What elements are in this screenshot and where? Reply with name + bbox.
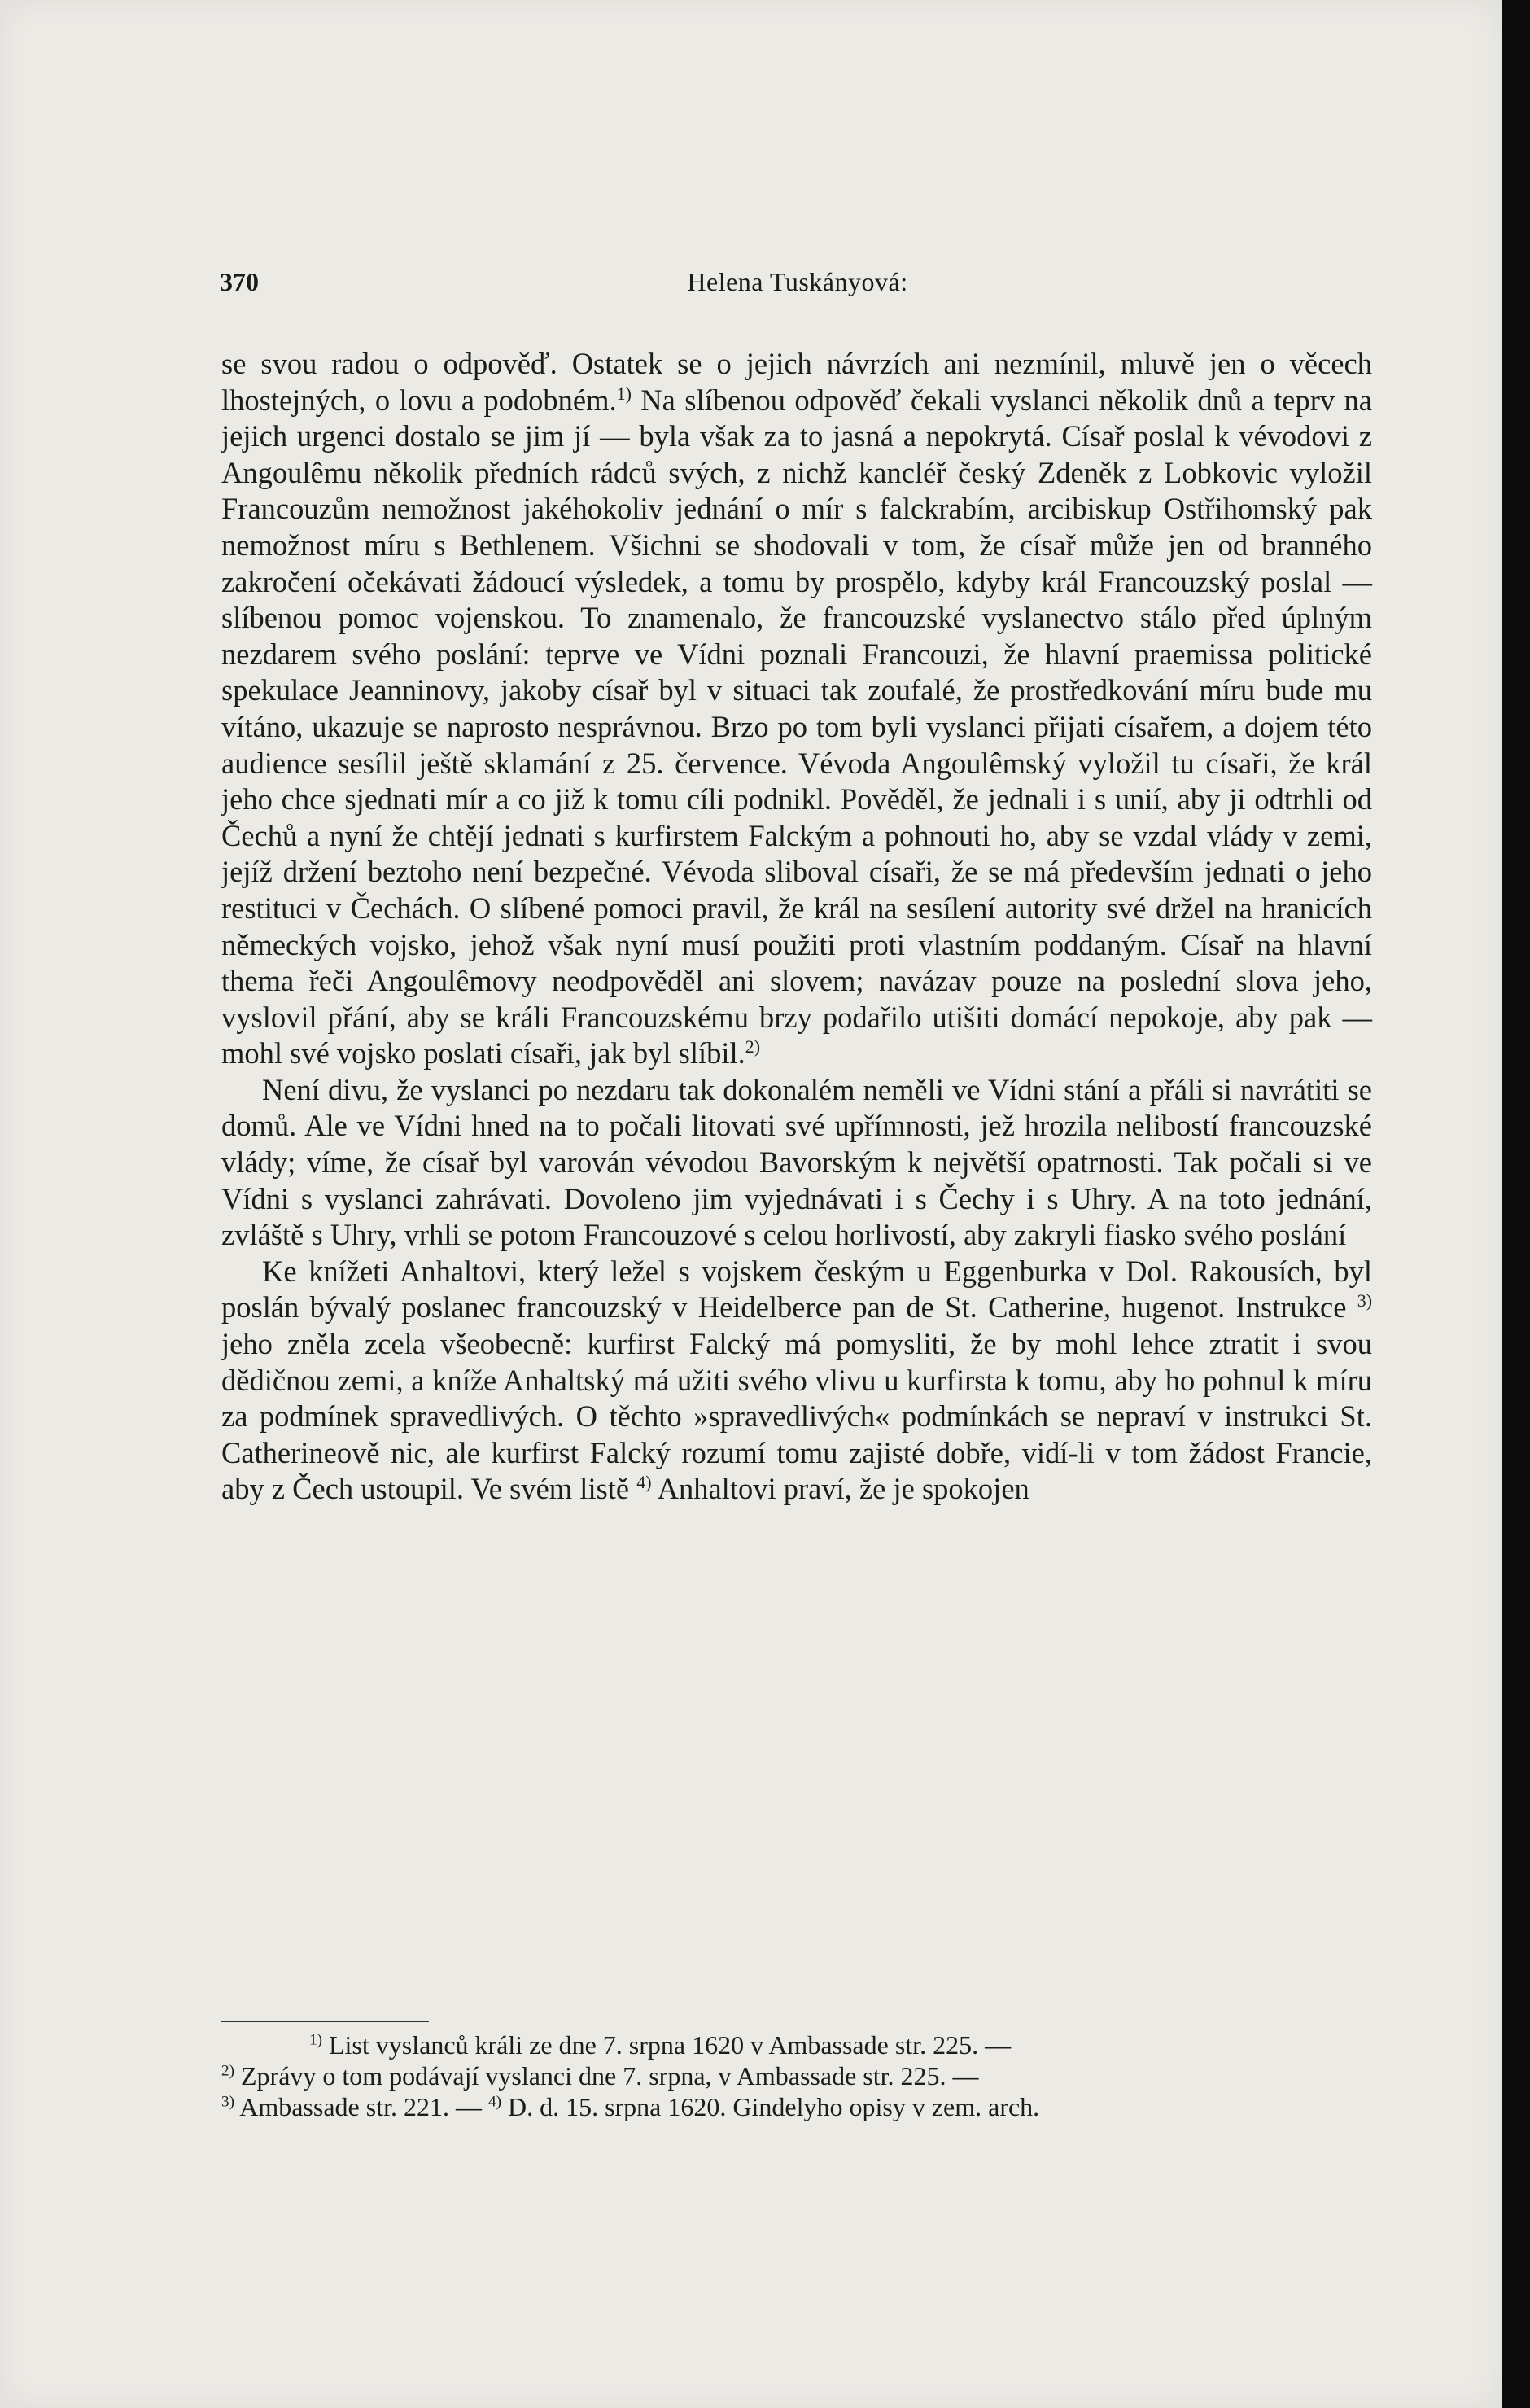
footnote-reference: 2): [745, 1036, 761, 1057]
footnote-mark: 3): [221, 2093, 234, 2111]
footnote-rule: [221, 2021, 429, 2022]
page-number: 370: [220, 267, 259, 296]
footnote-text: D. d. 15. srpna 1620. Gindelyho opisy v zem. arch.: [501, 2092, 1040, 2121]
footnote-2: [221, 2060, 1372, 2091]
footnote-reference: 4): [636, 1472, 652, 1493]
footnote-mark: 4): [487, 2093, 501, 2111]
paragraph-text: jeho zněla zcela všeobecně: kurfirst Falcký má pomysliti, že by mohl lehce ztratit i svou dědičnou zemi, a kníže Anhaltský má užiti svého vlivu u kurfirsta k tomu, aby ho pohnul k míru za podmínek spravedlivých. O těchto »spravedlivých« podmínkách se nepraví v instrukci St. Catherineově nic, ale kurfirst Falcký rozumí tomu zajisté dobře, vidí-li v tom žádost Francie, aby z Čech ustoupil. Ve svém listě: [221, 1327, 1372, 1506]
paragraph-text: se svou radou o odpověď. Ostatek se o jejich návrzích ani nezmínil, mluvě jen o věcech lhostejných, o lovu a podobném.: [221, 347, 1372, 417]
footnote-reference: 3): [1357, 1290, 1372, 1311]
paragraph: [221, 1254, 1372, 1508]
footnote-1: [221, 2029, 1372, 2060]
footnote-text: Zprávy o tom podávají vyslanci dne 7. srpna, v Ambassade str. 225. —: [234, 2061, 979, 2091]
footnote-text: Ambassade str. 221. —: [234, 2092, 488, 2121]
footnote-text: List vyslanců králi ze dne 7. srpna 1620 v Ambassade str. 225. —: [321, 2030, 1012, 2060]
page-header: [220, 267, 1375, 304]
running-title: Helena Tuskányová:: [687, 267, 908, 296]
footnote-reference: 1): [616, 383, 632, 404]
body-text: [221, 346, 1372, 1508]
paragraph: [221, 346, 1372, 1072]
footnote-mark: 1): [309, 2031, 322, 2049]
footnote-mark: 2): [221, 2062, 234, 2080]
paragraph-text: Ke knížeti Anhaltovi, který ležel s vojskem českým u Eggenburka v Dol. Rakousích, byl poslán bývalý poslanec francouzský v Heidelberce pan de St. Catherine, hugenot. Instrukce: [221, 1254, 1372, 1324]
footnotes: [221, 2029, 1372, 2122]
paragraph-text: Není divu, že vyslanci po nezdaru tak dokonalém neměli ve Vídni stání a přáli si navrátiti se domů. Ale ve Vídni hned na to počali litovati své upřímnosti, jež hrozila nelibostí francouzské vlády; víme, že císař byl varován vévodou Bavorským k největší opatrnosti. Tak počali si ve Vídni s vyslanci zahrávati. Dovoleno jim vyjednávati i s Čechy i s Uhry. A na toto jednání, zvláště s Uhry, vrhli se potom Francouzové s celou horlivostí, aby zakryli fiasko svého poslání: [221, 1072, 1372, 1252]
paragraph-text: Anhaltovi praví, že je spokojen: [651, 1472, 1029, 1506]
paragraph: [221, 1072, 1372, 1254]
scan-edge: [1502, 0, 1530, 2408]
footnote-3-4: [221, 2091, 1372, 2122]
paragraph-text: Na slíbenou odpověď čekali vyslanci několik dnů a teprv na jejich urgenci dostalo se jim jí — byla však za to jasná a nepokrytá. Císař poslal k vévodovi z Angoulêmu několik předních rádců svých, z nichž kancléř český Zdeněk z Lobkovic vyložil Francouzům nemožnost jakéhokoliv jednání o mír s falckrabím, arcibiskup Ostřihomský pak nemožnost míru s Bethlenem. Všichni se shodovali v tom, že císař může jen od branného zakročení očekávati žádoucí výsledek, a tomu by prospělo, kdyby král Francouzský poslal — slíbenou pomoc vojenskou. To znamenalo, že francouzské vyslanectvo stálo před úplným nezdarem svého poslání: teprve ve Vídni poznali Francouzi, že hlavní praemissa politické spekulace Jeanninovy, jakoby císař byl v situaci tak zoufalé, že prostředkování míru bude mu vítáno, ukazuje se naprosto nesprávnou. Brzo po tom byli vyslanci přijati císařem, a dojem této audience sesílil ještě sklamání z 25. července. Vévoda Angoulêmský vyložil tu císaři, že král jeho chce sjednati mír a co již k tomu cíli podnikl. Pověděl, že jednali i s unií, aby ji odtrhli od Čechů a nyní že chtějí jednati s kurfirstem Falckým a pohnouti ho, aby se vzdal vlády v zemi, jejíž držení beztoho není bezpečné. Vévoda sliboval císaři, že se má především jednati o jeho restituci v Čechách. O slíbené pomoci pravil, že král na sesílení autority své držel na hranicích německých vojsko, jehož však nyní musí použiti proti vlastním poddaným. Císař na hlavní thema řeči Angoulêmovy neodpověděl ani slovem; navázav pouze na poslední slova jeho, vyslovil přání, aby se králi Francouzskému brzy podařilo utišiti domácí nepokoje, aby pak — mohl své vojsko poslati císaři, jak byl slíbil.: [221, 383, 1372, 1070]
